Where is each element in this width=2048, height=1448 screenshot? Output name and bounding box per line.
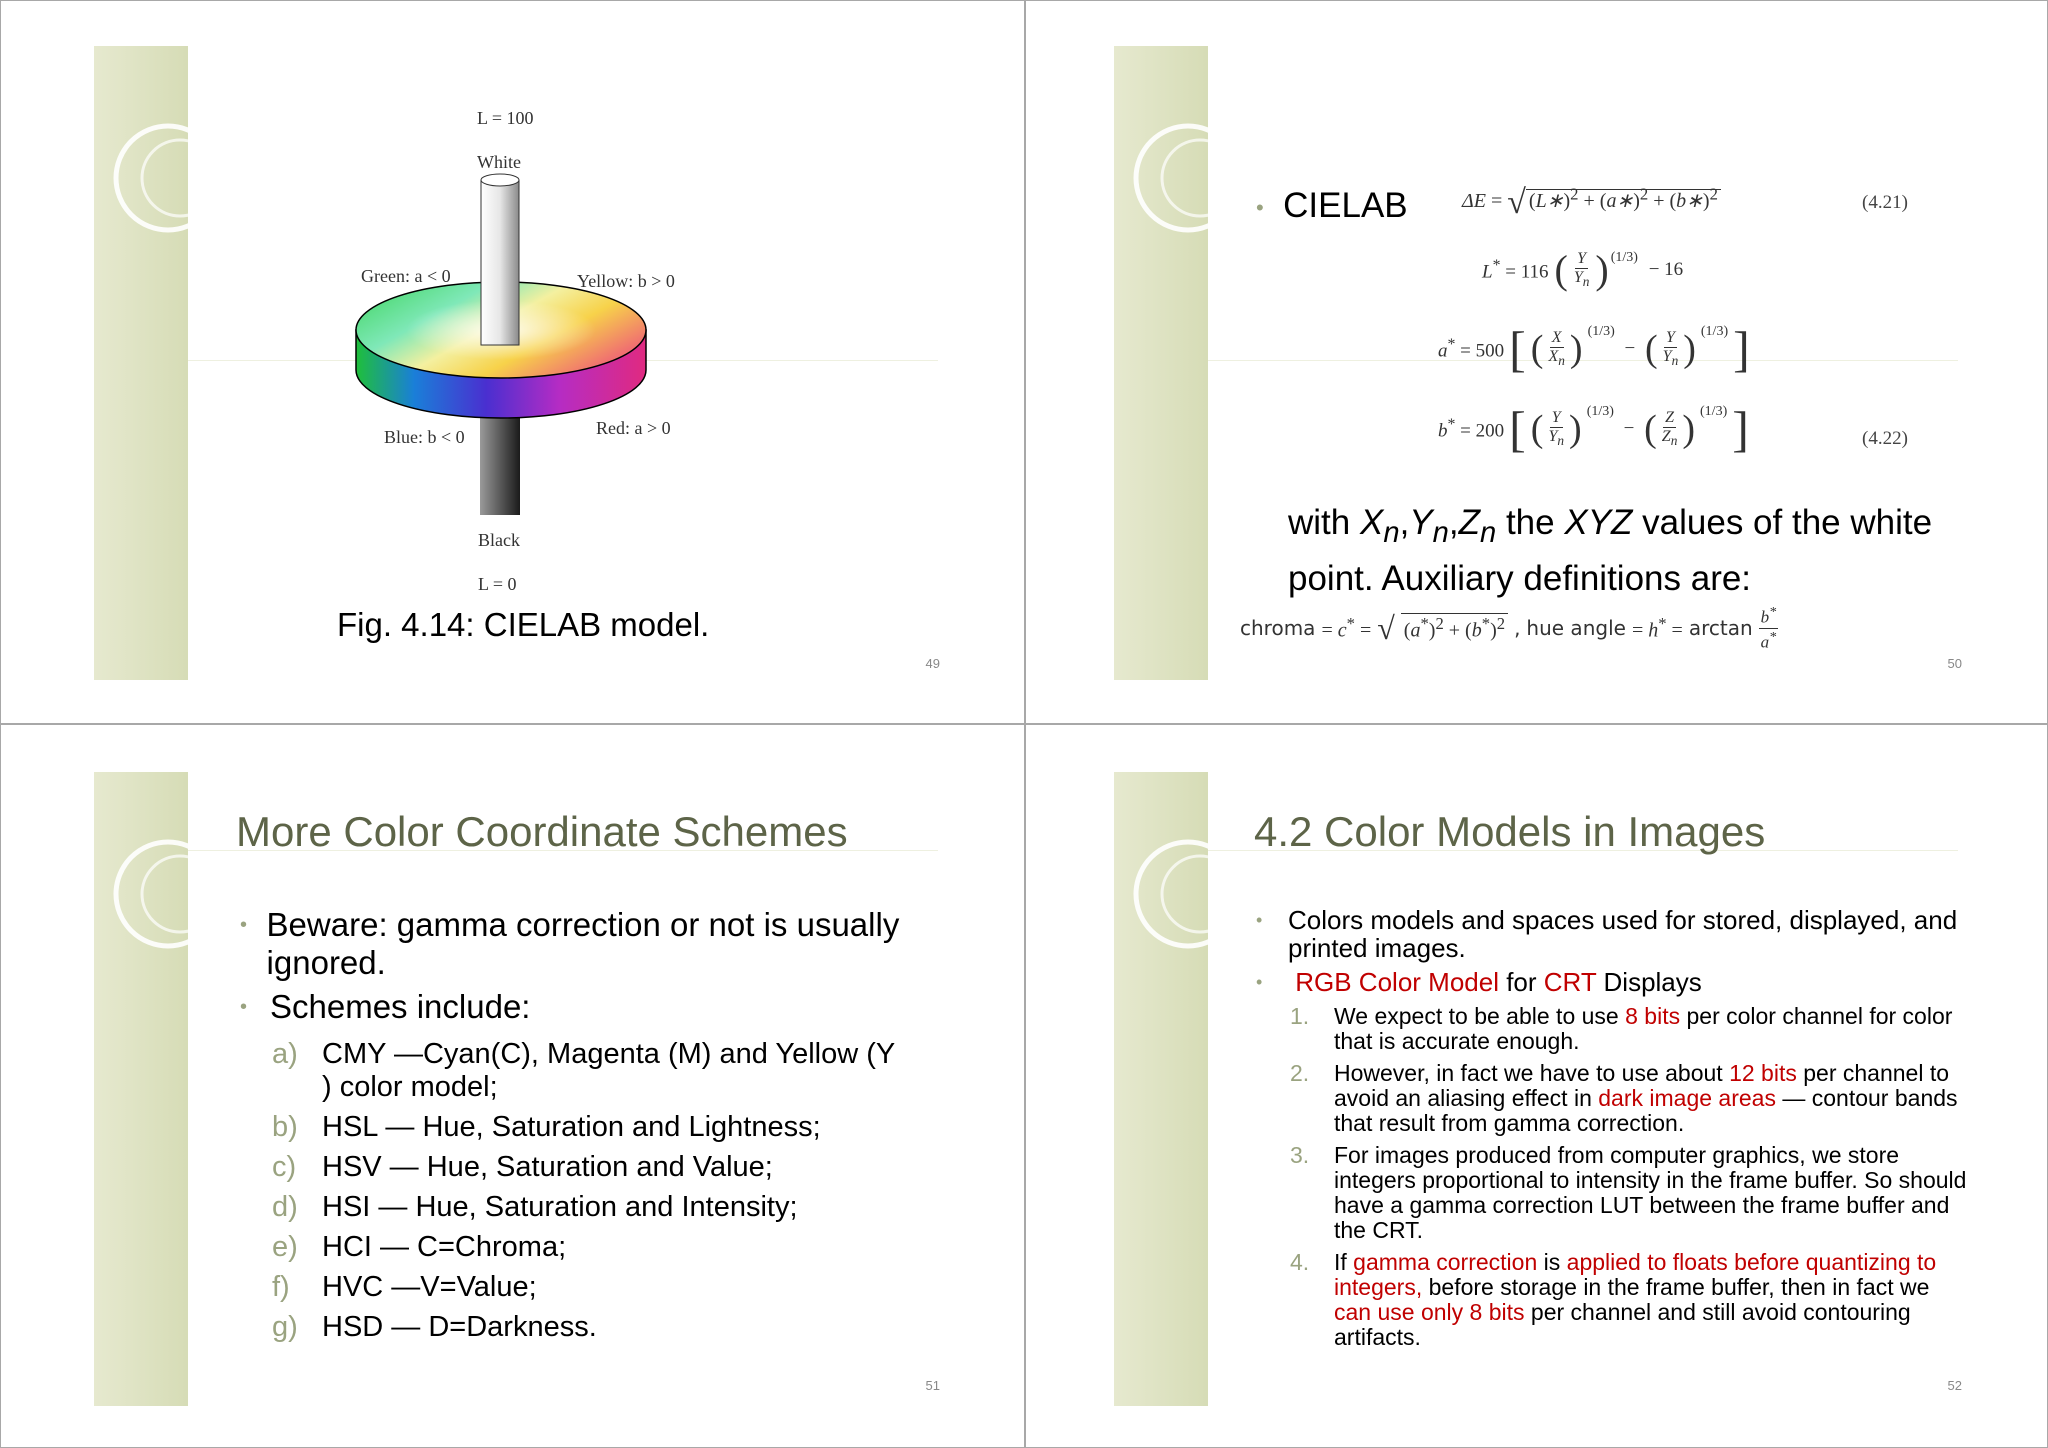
label-black: Black bbox=[478, 530, 520, 550]
equation-chroma-hue: chroma = c* = √ $(a^*)^2 + (b^*)^2$ , hue angle = h* = arctan b* a* bbox=[1240, 604, 1777, 652]
circle-ornament-icon bbox=[108, 118, 228, 238]
equation-number-422: (4.22) bbox=[1862, 428, 1908, 449]
slide-52[interactable] bbox=[1024, 724, 2048, 1448]
list-item: 2. However, in fact we have to use about 12 bits per channel to avoid an aliasing effect in dark image areas — contour bands that result from gamma correction. bbox=[1290, 1060, 1958, 1136]
label-l0: L = 0 bbox=[478, 574, 517, 594]
list-item: c) HSV — Hue, Saturation and Value; bbox=[272, 1151, 773, 1183]
circle-ornament-icon bbox=[108, 834, 228, 954]
bullet-icon: • bbox=[1256, 910, 1263, 930]
scheme-list bbox=[272, 1038, 912, 1351]
equation-number-421: (4.21) bbox=[1862, 192, 1908, 213]
list-item: b) HSL — Hue, Saturation and Lightness; bbox=[272, 1111, 821, 1143]
page-number: 51 bbox=[925, 1378, 940, 1393]
slide-49[interactable] bbox=[0, 0, 1024, 724]
label-l100: L = 100 bbox=[477, 108, 534, 128]
cielab-cylinder-diagram bbox=[330, 100, 700, 600]
upper-pole bbox=[481, 180, 519, 345]
bullet-item: • Beware: gamma correction or not is usually ignored. bbox=[240, 906, 900, 981]
bullet-item: • Colors models and spaces used for stored, displayed, and printed images. bbox=[1256, 905, 1958, 963]
equation-b-star: b* = 200 [ ( Y $Y_n$ ) $^{(1/3)}$ − ( Z $Z_n$ ) $^{(1/3)}$ ] bbox=[1438, 401, 1749, 457]
bullet-cielab bbox=[1256, 186, 1408, 226]
page-number: 52 bbox=[1947, 1378, 1962, 1393]
list-item: d) HSI — Hue, Saturation and Intensity; bbox=[272, 1191, 798, 1223]
with-paragraph bbox=[1288, 500, 1932, 602]
circle-ornament-icon bbox=[1128, 834, 1248, 954]
label-white: White bbox=[477, 152, 521, 172]
lower-pole bbox=[480, 415, 520, 515]
with-line-2: point. Auxiliary definitions are: bbox=[1288, 559, 1752, 598]
list-item: 1. We expect to be able to use 8 bits per color channel for color that is accurate enough. bbox=[1290, 1003, 1953, 1054]
list-item: 4. If gamma correction is applied to floats before quantizing to integers, before storage in the frame buffer, then in fact we can use only 8 bits per channel and still avoid contouring artifacts. bbox=[1290, 1249, 1937, 1350]
slide-title: More Color Coordinate Schemes bbox=[236, 808, 848, 855]
page-number: 50 bbox=[1947, 656, 1962, 671]
list-item: e) HCI — C=Chroma; bbox=[272, 1231, 567, 1263]
bullet-icon: • bbox=[1256, 972, 1263, 992]
label-blue: Blue: b < 0 bbox=[384, 427, 465, 447]
list-item: 3. For images produced from computer graphics, we store integers proportional to intensity in the frame buffer. So should have a gamma correction LUT between the frame buffer and the CRT. bbox=[1290, 1142, 1967, 1243]
figure-caption: Fig. 4.14: CIELAB model. bbox=[337, 606, 710, 643]
bullet-icon: • bbox=[1256, 194, 1264, 220]
bullet-item: • Schemes include: bbox=[240, 988, 531, 1025]
circle-ornament-icon bbox=[1128, 118, 1248, 238]
equation-l-star: L* = 116 ( Y $Y_n$ ) $^{(1/3)}$ − 16 bbox=[1482, 247, 1684, 293]
label-red: Red: a > 0 bbox=[596, 418, 671, 438]
bullet-icon: • bbox=[240, 914, 248, 936]
list-item: f) HVC —V=Value; bbox=[272, 1271, 537, 1303]
bullet-cielab-text: CIELAB bbox=[1283, 186, 1408, 225]
numbered-list bbox=[1290, 1004, 1970, 1357]
label-yellow: Yellow: b > 0 bbox=[577, 271, 675, 291]
slide-title: 4.2 Color Models in Images bbox=[1254, 808, 1766, 855]
slide-51[interactable] bbox=[0, 724, 1024, 1448]
with-line-1: with $X_n,Y_n,Z_n$ the XYZ values of the white bbox=[1288, 503, 1933, 549]
list-item: a) CMY —Cyan(C), Magenta (M) and Yellow (Y ) color model; bbox=[272, 1038, 895, 1103]
list-item: g) HSD — D=Darkness. bbox=[272, 1311, 597, 1343]
equation-delta-e: ΔE = √ (L∗)$^2$ + (a∗)$^2$ + (b∗)$^2$ bbox=[1462, 184, 1721, 222]
pole-top-cap bbox=[481, 174, 519, 186]
slide-50[interactable] bbox=[1024, 0, 2048, 724]
page-number: 49 bbox=[925, 656, 940, 671]
bullet-icon: • bbox=[240, 996, 248, 1018]
equation-a-star: a* = 500 [ ( X $X_n$ ) $^{(1/3)}$ − ( Y $Y_n$ ) $^{(1/3)}$ ] bbox=[1438, 321, 1750, 377]
label-green: Green: a < 0 bbox=[361, 266, 451, 286]
bullet-list bbox=[240, 906, 940, 1026]
bullet-list bbox=[1256, 906, 1976, 996]
bullet-item: • RGB Color Model for CRT Displays bbox=[1256, 967, 1702, 997]
